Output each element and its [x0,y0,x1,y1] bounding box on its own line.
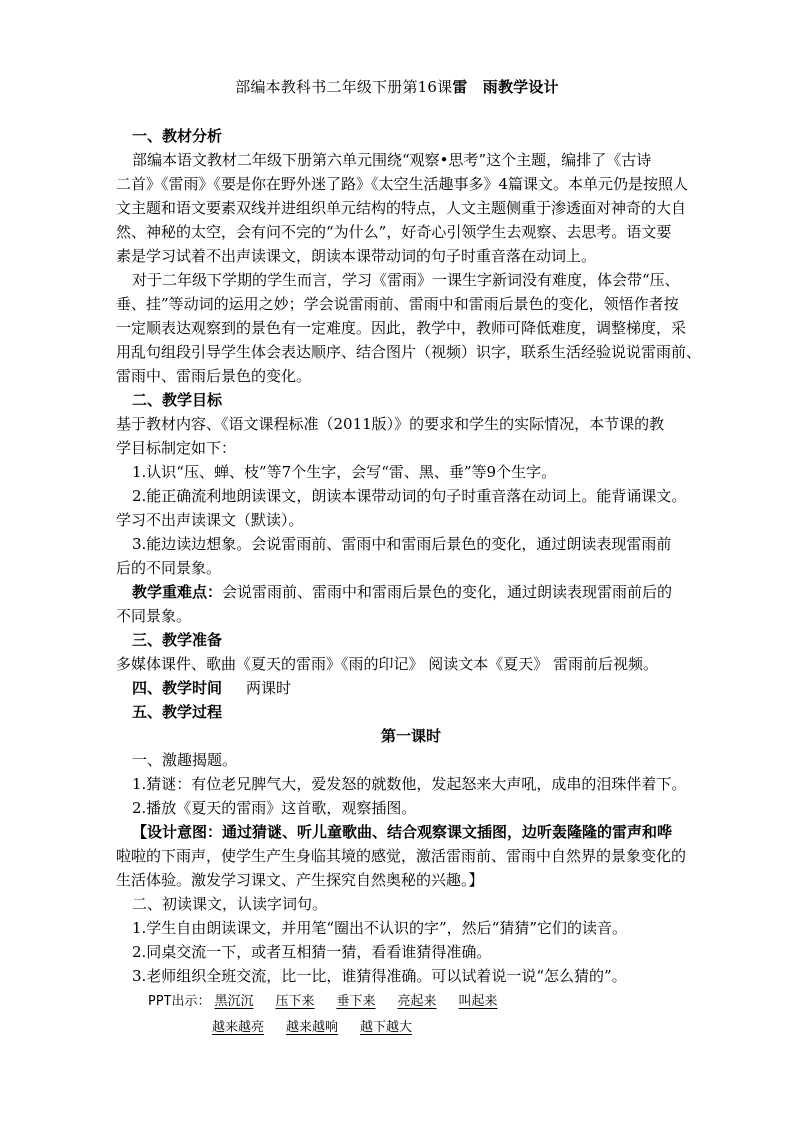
ppt-word: 叫起来 [458,994,498,1009]
step1-item1: 1.猜谜：有位老兄脾气大，爱发怒的就数他，发起怒来大声吼，成串的泪珠伴着下。 [132,775,687,793]
section1-heading: 一、教材分析 [132,127,223,145]
s1p2-line3: 一定顺表达观察到的景色有一定难度。因此，教学中，教师可降低难度，调整梯度，采 [116,319,687,337]
section4-row [132,676,722,700]
key-points-text: 会说雷雨前、雷雨中和雷雨后景色的变化，通过朗读表现雷雨前后的 [222,583,673,601]
key-points-label: 教学重难点： [132,583,223,601]
step2: 二、初读课文，认读字词句。 [132,895,328,913]
title-part2: 雷 雨教学设计 [452,78,559,96]
ppt-word: 黑沉沉 [214,994,254,1009]
design-line3: 生活体验。激发学习课文、产生探究自然奥秘的兴趣。】 [116,871,484,889]
ppt-word: 越下越大 [360,1020,413,1035]
goal-3-cont: 后的不同景象。 [116,559,222,577]
s1p2-line5: 雷雨中、雷雨后景色的变化。 [116,367,312,385]
ppt-word: 越来越亮 [212,1020,265,1035]
s1p2-line2: 垂、挂”等动词的运用之妙；学会说雷雨前、雷雨中和雷雨后景色的变化，领悟作者按 [116,295,679,313]
section2-heading: 二、教学目标 [132,391,223,409]
s1p1-line3: 文主题和语文要素双线并进组织单元结构的特点，人文主题侧重于渗透面对神奇的大自 [116,199,687,217]
design-line1 [132,820,722,844]
s1p1-line5: 素是学习试着不出声读课文，朗读本课带动词的句子时重音落在动词上。 [116,247,597,265]
ppt-word: 越来越响 [286,1020,339,1035]
s2-intro-line1: 基于教材内容、《语文课程标准（2011版）》的要求和学生的实际情况，本节课的教 [116,415,665,433]
design-text-1: 【设计意图：通过猜谜、听儿童歌曲、结合观察课文插图，边听轰隆隆的雷声和哗 [132,823,673,841]
s2-intro-line2: 学目标制定如下： [116,439,237,457]
lesson-title: 第一课时 [380,727,441,745]
section4-text: 两课时 [246,679,292,697]
section3-text: 多媒体课件、歌曲《夏天的雷雨》《雨的印记》 阅读文本《夏天》 雷雨前后视频。 [116,655,659,673]
step1: 一、激趣揭题。 [132,751,238,769]
s1p2-line4: 用乱句组段引导学生体会表达顺序、结合图片（视频）识字，联系生活经验说说雷雨前、 [116,343,702,361]
ppt-row-2 [212,1016,794,1040]
step2-item1: 1.学生自由朗读课文，并用笔“圈出不认识的字”，然后“猜猜”它们的读音。 [132,919,627,937]
s1p1-line1: 部编本语文教材二年级下册第六单元围绕“观察•思考”这个主题，编排了《古诗 [132,151,652,169]
s1p2-line1: 对于二年级下学期的学生而言，学习《雷雨》一课生字新词没有难度，体会带“压、 [132,271,680,289]
ppt-word: 压下来 [275,994,315,1009]
ppt-word: 亮起来 [397,994,437,1009]
page-title [0,76,794,97]
ppt-word: 垂下来 [336,994,376,1009]
step2-item3: 3.老师组织全班交流，比一比，谁猜得准确。可以试着说一说“怎么猜的”。 [132,967,627,985]
goal-1: 1.认识“压、蝉、枝”等7个生字，会写“雷、黑、垂”等9个生字。 [132,463,557,481]
section4-heading: 四、教学时间 [132,679,223,697]
design-line2: 啦啦的下雨声，使学生产生身临其境的感觉，激活雷雨前、雷雨中自然界的景象变化的 [116,847,687,865]
section5-heading: 五、教学过程 [132,703,223,721]
s1p1-line2: 二首》《雷雨》《要是你在野外迷了路》《太空生活趣事多》4篇课文。本单元仍是按照人 [116,175,689,193]
title-part1: 部编本教科书二年级下册第16课 [235,78,453,96]
key-points [132,580,722,604]
s1p1-line4: 然、神秘的太空，会有问不完的“为什么”，好奇心引领学生去观察、去思考。语文要 [116,223,672,241]
key-points-cont: 不同景象。 [116,607,192,625]
section3-heading: 三、教学准备 [132,631,223,649]
step1-item2: 2.播放《夏天的雷雨》这首歌，观察插图。 [132,799,417,817]
goal-2-cont: 学习不出声读课文（默读）。 [116,511,304,529]
ppt-row-1 [148,990,738,1014]
step2-item2: 2.同桌交流一下，或者互相猜一猜，看看谁猜得准确。 [132,943,492,961]
goal-2: 2.能正确流利地朗读课文，朗读本课带动词的句子时重音落在动词上。能背诵课文。 [132,487,687,505]
goal-3: 3.能边读边想象。会说雷雨前、雷雨中和雷雨后景色的变化，通过朗读表现雷雨前 [132,535,672,553]
ppt-label: PPT出示： [148,994,211,1009]
